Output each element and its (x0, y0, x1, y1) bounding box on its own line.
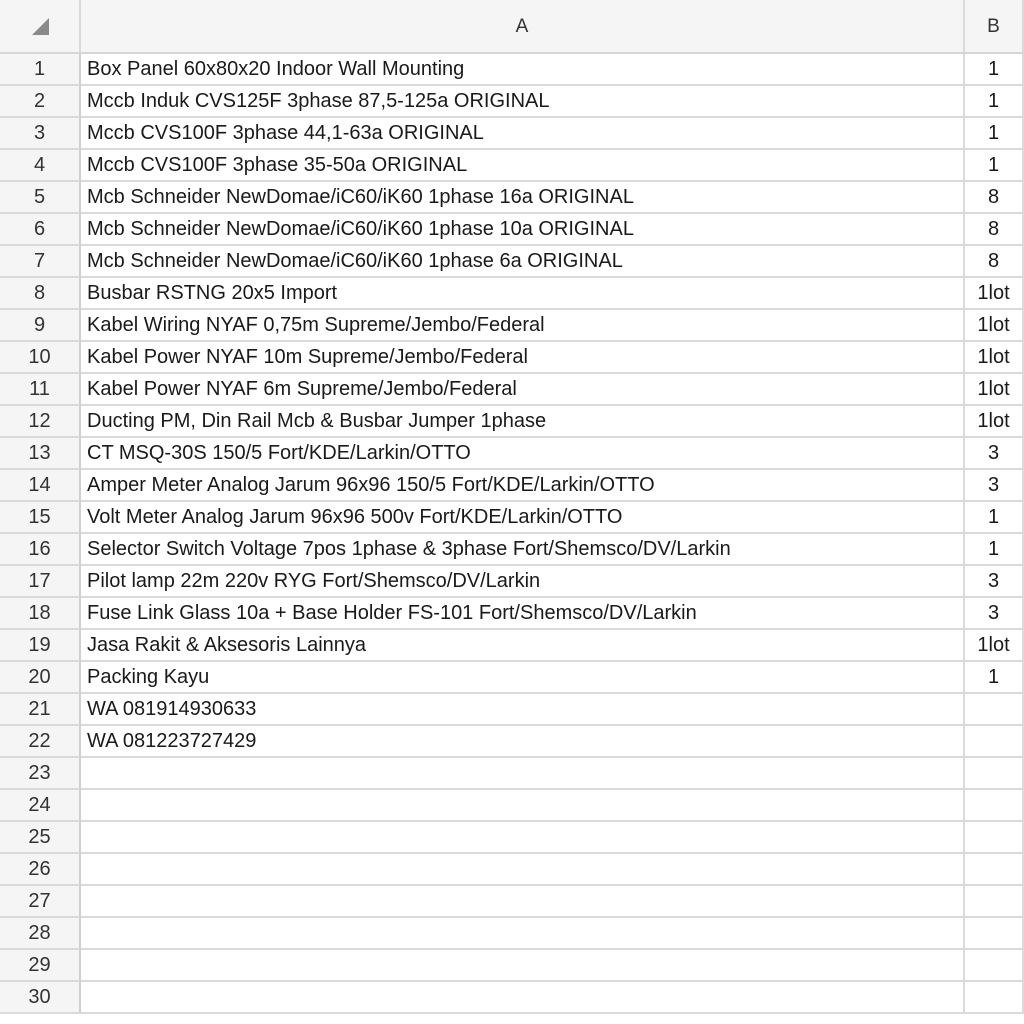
column-header-a[interactable]: A (81, 0, 965, 52)
cell-b[interactable] (965, 886, 1024, 918)
table-row (0, 662, 1024, 694)
cell-b[interactable]: 1 (965, 150, 1024, 182)
cell-b[interactable]: 1lot (965, 406, 1024, 438)
table-row (0, 406, 1024, 438)
table-row (0, 278, 1024, 310)
row-header[interactable]: 22 (0, 726, 81, 758)
table-row (0, 790, 1024, 822)
cell-a[interactable] (81, 854, 965, 886)
cell-a[interactable]: Pilot lamp 22m 220v RYG Fort/Shemsco/DV/Larkin (81, 566, 965, 598)
cell-a[interactable]: Kabel Power NYAF 10m Supreme/Jembo/Federal (81, 342, 965, 374)
column-header-row (0, 0, 1024, 54)
cell-b[interactable]: 8 (965, 182, 1024, 214)
cell-a[interactable] (81, 950, 965, 982)
cell-b[interactable]: 1lot (965, 278, 1024, 310)
row-header[interactable]: 23 (0, 758, 81, 790)
cell-a[interactable]: Busbar RSTNG 20x5 Import (81, 278, 965, 310)
cell-b[interactable]: 3 (965, 566, 1024, 598)
row-header[interactable]: 3 (0, 118, 81, 150)
cell-b[interactable] (965, 918, 1024, 950)
table-row (0, 598, 1024, 630)
column-header-b[interactable]: B (965, 0, 1024, 52)
row-header[interactable]: 1 (0, 54, 81, 86)
row-header[interactable]: 17 (0, 566, 81, 598)
row-header[interactable]: 14 (0, 470, 81, 502)
cell-a[interactable]: Volt Meter Analog Jarum 96x96 500v Fort/KDE/Larkin/OTTO (81, 502, 965, 534)
row-header[interactable]: 11 (0, 374, 81, 406)
cell-a[interactable] (81, 886, 965, 918)
cell-b[interactable]: 1 (965, 502, 1024, 534)
cell-a[interactable]: Mcb Schneider NewDomae/iC60/iK60 1phase 6a ORIGINAL (81, 246, 965, 278)
table-row (0, 982, 1024, 1014)
table-row (0, 214, 1024, 246)
cell-a[interactable]: Mccb Induk CVS125F 3phase 87,5-125a ORIGINAL (81, 86, 965, 118)
cell-a[interactable]: Mccb CVS100F 3phase 35-50a ORIGINAL (81, 150, 965, 182)
cell-b[interactable] (965, 758, 1024, 790)
table-row (0, 822, 1024, 854)
row-header[interactable]: 25 (0, 822, 81, 854)
cell-b[interactable]: 1lot (965, 310, 1024, 342)
row-header[interactable]: 2 (0, 86, 81, 118)
cell-a[interactable]: Mcb Schneider NewDomae/iC60/iK60 1phase 16a ORIGINAL (81, 182, 965, 214)
row-header[interactable]: 26 (0, 854, 81, 886)
row-header[interactable]: 18 (0, 598, 81, 630)
cell-a[interactable]: WA 081223727429 (81, 726, 965, 758)
cell-a[interactable]: Selector Switch Voltage 7pos 1phase & 3phase Fort/Shemsco/DV/Larkin (81, 534, 965, 566)
cell-b[interactable] (965, 790, 1024, 822)
row-header[interactable]: 6 (0, 214, 81, 246)
cell-a[interactable]: Kabel Power NYAF 6m Supreme/Jembo/Federal (81, 374, 965, 406)
cell-a[interactable]: Amper Meter Analog Jarum 96x96 150/5 Fort/KDE/Larkin/OTTO (81, 470, 965, 502)
cell-b[interactable]: 3 (965, 438, 1024, 470)
table-row (0, 726, 1024, 758)
cell-b[interactable]: 1lot (965, 374, 1024, 406)
cell-a[interactable]: Kabel Wiring NYAF 0,75m Supreme/Jembo/Federal (81, 310, 965, 342)
cell-b[interactable] (965, 982, 1024, 1014)
cell-b[interactable]: 1 (965, 86, 1024, 118)
cell-b[interactable] (965, 854, 1024, 886)
cell-b[interactable] (965, 822, 1024, 854)
cell-a[interactable] (81, 758, 965, 790)
row-header[interactable]: 30 (0, 982, 81, 1014)
row-header[interactable]: 20 (0, 662, 81, 694)
cell-b[interactable]: 8 (965, 214, 1024, 246)
cell-b[interactable]: 1 (965, 54, 1024, 86)
cell-a[interactable]: CT MSQ-30S 150/5 Fort/KDE/Larkin/OTTO (81, 438, 965, 470)
table-row (0, 246, 1024, 278)
cell-b[interactable]: 3 (965, 598, 1024, 630)
cell-b[interactable] (965, 726, 1024, 758)
cell-a[interactable]: Fuse Link Glass 10a + Base Holder FS-101 Fort/Shemsco/DV/Larkin (81, 598, 965, 630)
table-row (0, 182, 1024, 214)
row-header[interactable]: 12 (0, 406, 81, 438)
row-header[interactable]: 28 (0, 918, 81, 950)
table-row (0, 502, 1024, 534)
cell-b[interactable]: 1 (965, 534, 1024, 566)
table-row (0, 694, 1024, 726)
table-row (0, 54, 1024, 86)
cell-a[interactable] (81, 982, 965, 1014)
table-row (0, 854, 1024, 886)
cell-b[interactable] (965, 950, 1024, 982)
cell-a[interactable]: Box Panel 60x80x20 Indoor Wall Mounting (81, 54, 965, 86)
table-row (0, 374, 1024, 406)
row-header[interactable]: 8 (0, 278, 81, 310)
cell-b[interactable]: 1lot (965, 630, 1024, 662)
cell-b[interactable]: 3 (965, 470, 1024, 502)
table-row (0, 86, 1024, 118)
cell-b[interactable]: 1lot (965, 342, 1024, 374)
row-header[interactable]: 13 (0, 438, 81, 470)
cell-a[interactable] (81, 790, 965, 822)
row-header[interactable]: 29 (0, 950, 81, 982)
cell-b[interactable]: 1 (965, 662, 1024, 694)
cell-b[interactable] (965, 694, 1024, 726)
table-row (0, 758, 1024, 790)
row-header[interactable]: 19 (0, 630, 81, 662)
row-header[interactable]: 5 (0, 182, 81, 214)
select-all-triangle-icon (32, 18, 49, 35)
table-row (0, 470, 1024, 502)
row-header[interactable]: 4 (0, 150, 81, 182)
table-row (0, 310, 1024, 342)
table-row (0, 630, 1024, 662)
row-header[interactable]: 27 (0, 886, 81, 918)
table-row (0, 566, 1024, 598)
cell-a[interactable]: WA 081914930633 (81, 694, 965, 726)
cell-a[interactable] (81, 822, 965, 854)
table-row (0, 342, 1024, 374)
row-header[interactable]: 16 (0, 534, 81, 566)
cell-a[interactable]: Jasa Rakit & Aksesoris Lainnya (81, 630, 965, 662)
table-row (0, 118, 1024, 150)
cell-a[interactable]: Mcb Schneider NewDomae/iC60/iK60 1phase 10a ORIGINAL (81, 214, 965, 246)
row-header[interactable]: 21 (0, 694, 81, 726)
row-header[interactable]: 24 (0, 790, 81, 822)
table-row (0, 534, 1024, 566)
row-header[interactable]: 9 (0, 310, 81, 342)
row-header[interactable]: 15 (0, 502, 81, 534)
table-row (0, 438, 1024, 470)
table-row (0, 150, 1024, 182)
cell-a[interactable]: Packing Kayu (81, 662, 965, 694)
row-header[interactable]: 10 (0, 342, 81, 374)
cell-a[interactable]: Ducting PM, Din Rail Mcb & Busbar Jumper 1phase (81, 406, 965, 438)
table-row (0, 950, 1024, 982)
cell-b[interactable]: 8 (965, 246, 1024, 278)
cell-a[interactable] (81, 918, 965, 950)
table-row (0, 918, 1024, 950)
cell-b[interactable]: 1 (965, 118, 1024, 150)
table-row (0, 886, 1024, 918)
select-all-corner[interactable] (0, 0, 81, 52)
row-header[interactable]: 7 (0, 246, 81, 278)
cell-a[interactable]: Mccb CVS100F 3phase 44,1-63a ORIGINAL (81, 118, 965, 150)
